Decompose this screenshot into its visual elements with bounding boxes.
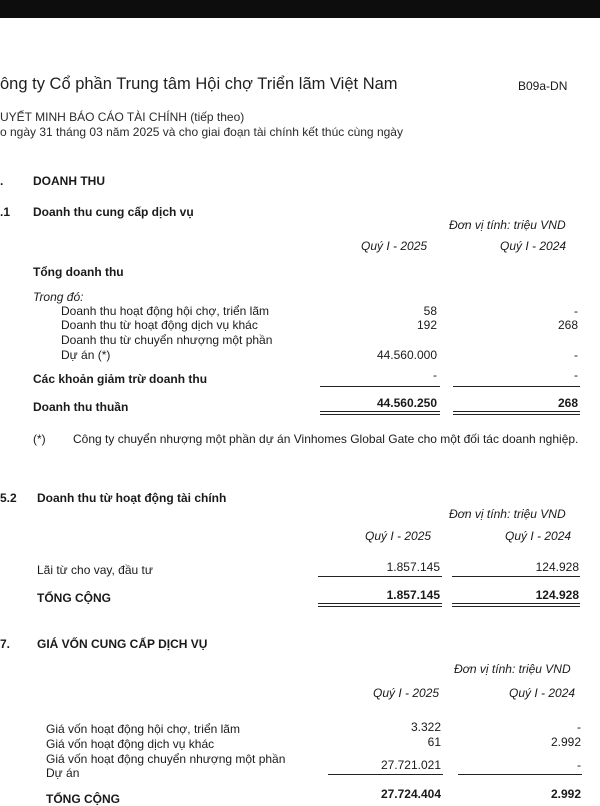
total-value-2025: 1.857.145 [386, 588, 440, 602]
unit-label: Đơn vị tính: triệu VND [449, 507, 566, 521]
row-value-2024: 2.992 [550, 735, 581, 749]
row-value-2025: 3.322 [410, 720, 441, 734]
section-number: 7. [0, 637, 11, 651]
footnote-text: Công ty chuyển nhượng một phần dự án Vinhomes Global Gate cho một đối tác doanh nghiệp. [73, 432, 579, 446]
deductions-value-2024: - [574, 368, 578, 382]
row-label: Doanh thu từ chuyển nhượng một phần [61, 333, 273, 347]
report-period: o ngày 31 tháng 03 năm 2025 và cho giai đoạn tài chính kết thúc cùng ngày [0, 125, 403, 139]
rule-line [328, 774, 443, 775]
net-revenue-value-2025: 44.560.250 [376, 396, 437, 410]
row-label: Dự án [46, 766, 80, 780]
company-name: ông ty Cổ phần Trung tâm Hội chợ Triển lãm Việt Nam [0, 75, 398, 93]
deductions-label: Các khoản giảm trừ doanh thu [33, 372, 208, 386]
double-rule [318, 603, 442, 607]
double-rule [320, 411, 440, 415]
subsection-title-financial-income: Doanh thu từ hoạt động tài chính [37, 491, 227, 505]
row-label: Doanh thu hoạt động hội chợ, triển lãm [61, 304, 270, 318]
interest-income-value-2024: 124.928 [535, 560, 579, 574]
subsection-number: .1 [0, 205, 11, 219]
column-header-2024: Quý I - 2024 [509, 686, 576, 700]
report-subtitle: UYẾT MINH BÁO CÁO TÀI CHÍNH (tiếp theo) [0, 110, 245, 124]
column-header-2025: Quý I - 2025 [361, 239, 428, 253]
section-number: . [0, 174, 4, 188]
row-value-2024: - [574, 304, 578, 318]
row-value-2025: 44.560.000 [376, 348, 437, 362]
column-header-2024: Quý I - 2024 [500, 239, 567, 253]
column-header-2025: Quý I - 2025 [365, 529, 432, 543]
unit-label: Đơn vị tính: triệu VND [449, 218, 566, 232]
footnote-mark: (*) [33, 432, 46, 446]
rule-line [318, 576, 442, 577]
total-value-2025: 27.724.404 [380, 787, 441, 801]
row-label: Dự án (*) [61, 348, 111, 362]
form-code: B09a-DN [518, 79, 568, 93]
subsection-title-service-revenue: Doanh thu cung cấp dịch vụ [33, 205, 194, 219]
rule-line [320, 386, 440, 387]
unit-label: Đơn vị tính: triệu VND [454, 662, 571, 676]
rule-line [452, 576, 580, 577]
of-which-label: Trong đó: [33, 290, 84, 304]
column-header-2024: Quý I - 2024 [505, 529, 572, 543]
double-rule [452, 603, 580, 607]
deductions-value-2025: - [433, 368, 437, 382]
row-value-2025: 61 [427, 735, 441, 749]
row-label: Giá vốn hoạt động dịch vụ khác [46, 737, 215, 751]
top-black-bar [0, 0, 600, 18]
row-value-2025: 27.721.021 [380, 758, 441, 772]
section-title-cost-of-services: GIÁ VỐN CUNG CẤP DỊCH VỤ [37, 637, 208, 651]
total-revenue-label: Tổng doanh thu [33, 265, 124, 279]
subsection-number: 5.2 [0, 491, 17, 505]
row-value-2024: - [577, 758, 581, 772]
section-title-revenue: DOANH THU [33, 174, 105, 188]
double-rule [453, 411, 580, 415]
rule-line [458, 774, 582, 775]
net-revenue-value-2024: 268 [557, 396, 578, 410]
row-value-2024: 268 [557, 318, 578, 332]
interest-income-label: Lãi từ cho vay, đầu tư [37, 563, 153, 577]
row-label: Giá vốn hoạt động hội chợ, triển lãm [46, 722, 240, 736]
row-value-2024: - [577, 720, 581, 734]
row-value-2024: - [574, 348, 578, 362]
row-value-2025: 192 [416, 318, 437, 332]
total-value-2024: 2.992 [550, 787, 581, 801]
total-label: TỔNG CỘNG [46, 792, 120, 806]
rule-line [453, 386, 580, 387]
net-revenue-label: Doanh thu thuần [33, 400, 129, 414]
column-header-2025: Quý I - 2025 [373, 686, 440, 700]
total-label: TỔNG CỘNG [37, 591, 111, 605]
row-value-2025: 58 [423, 304, 437, 318]
interest-income-value-2025: 1.857.145 [386, 560, 440, 574]
row-label: Doanh thu từ hoạt động dịch vụ khác [61, 318, 258, 332]
row-label: Giá vốn hoạt động chuyển nhượng một phần [46, 752, 286, 766]
total-value-2024: 124.928 [535, 588, 579, 602]
